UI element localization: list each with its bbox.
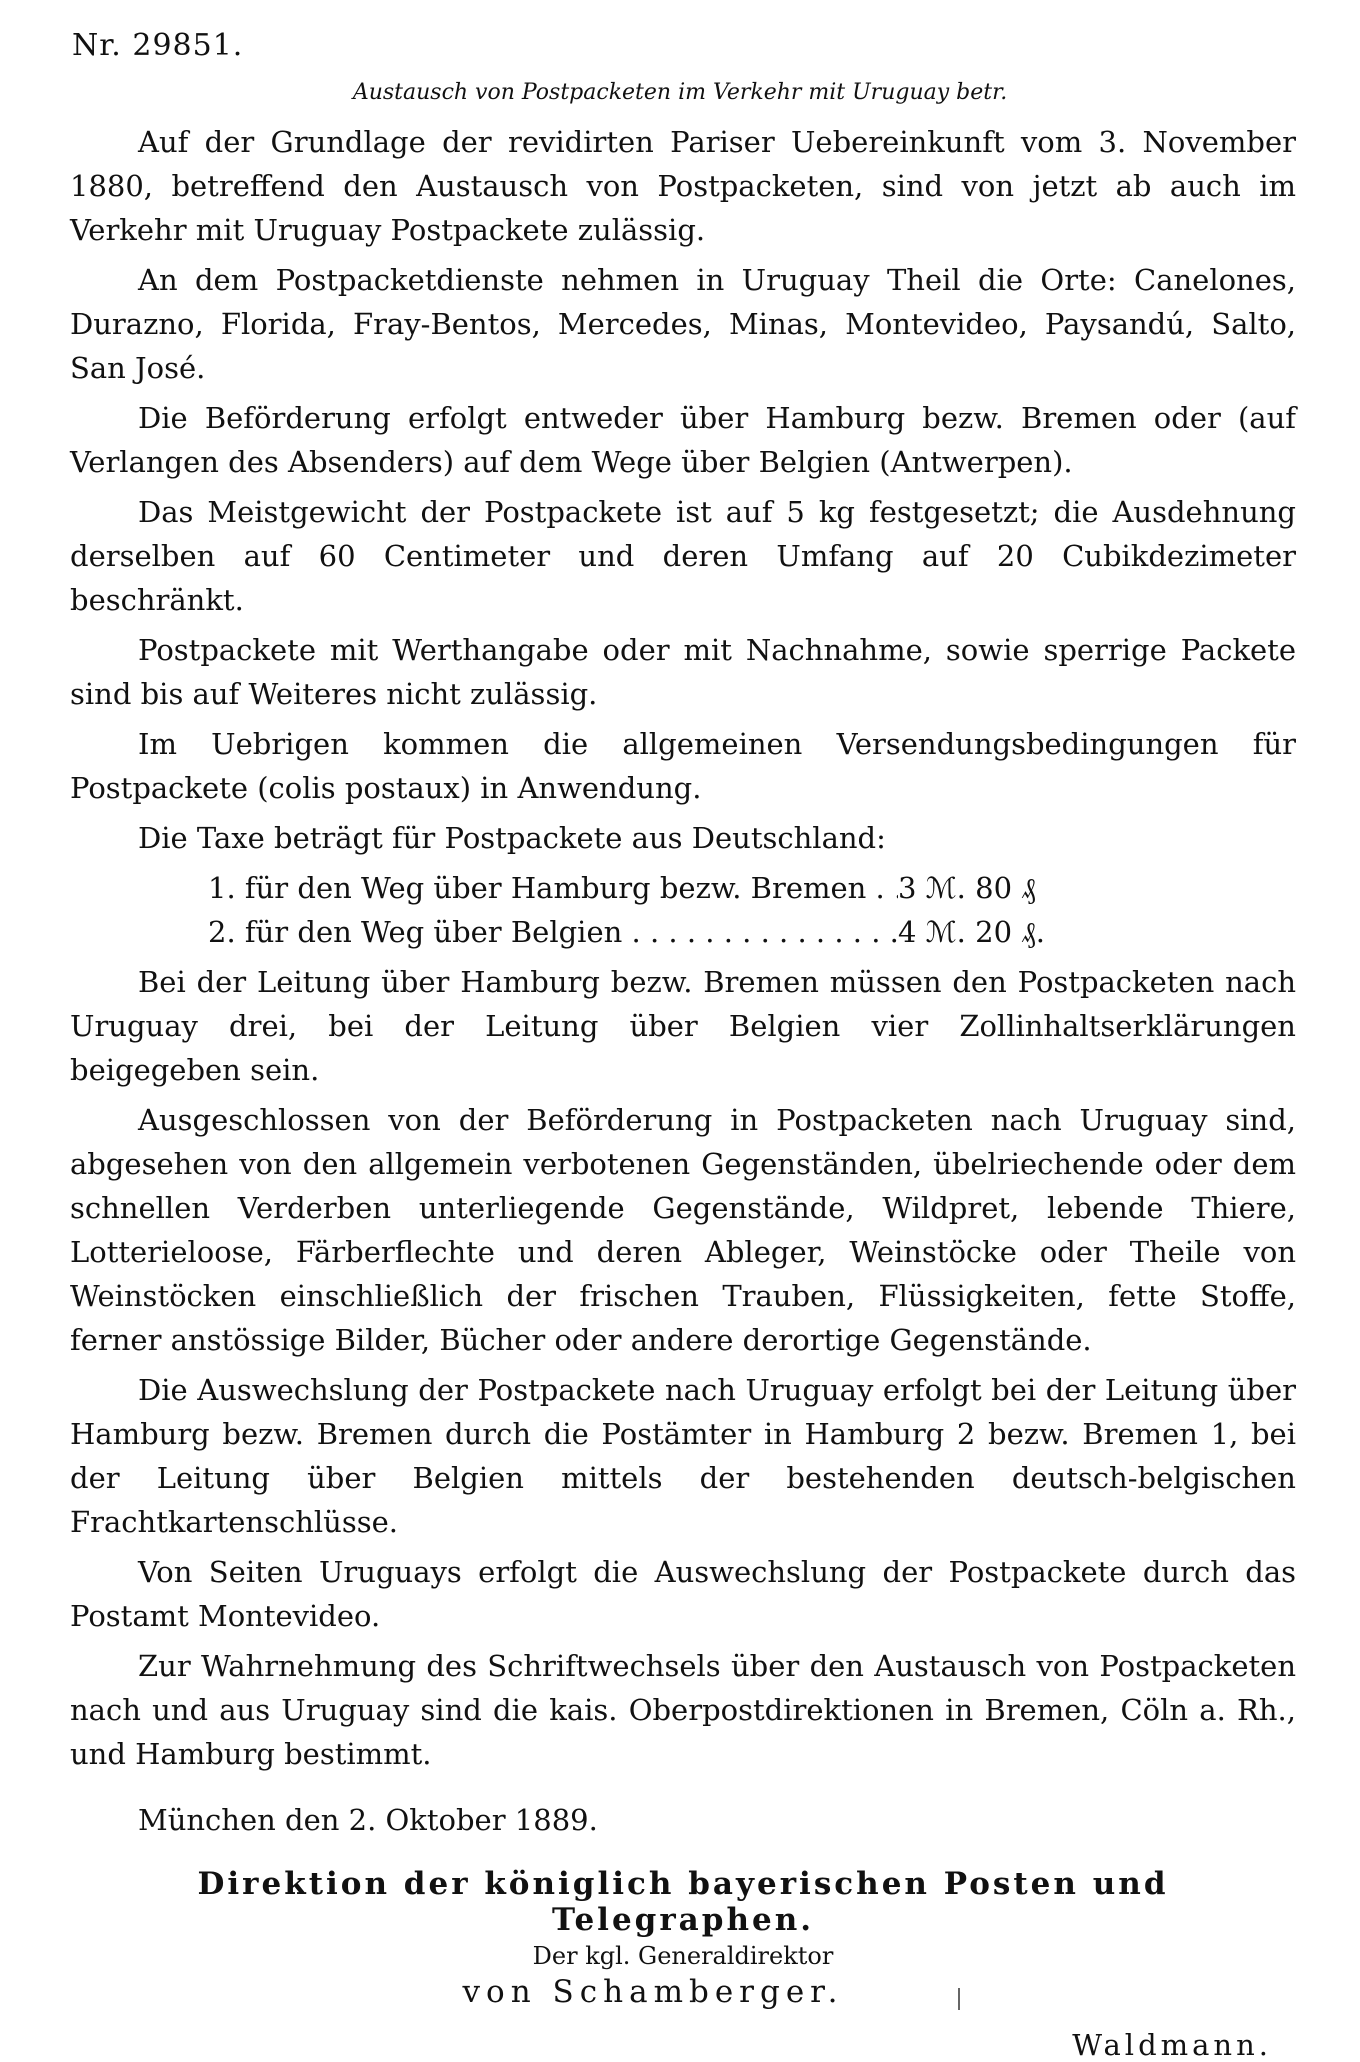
paragraph-participating-places: An dem Postpacketdienste nehmen in Uruguay Theil die Orte: Canelones, Durazno, Florida, Fray-Bentos, Mercedes, Minas, Montevideo, Paysandú, Salto, San José.	[70, 263, 1296, 385]
paragraph-exclusions-value: Postpackete mit Werthangabe oder mit Nachnahme, sowie sperrige Packete sind bis auf Weiteres nicht zulässig.	[70, 633, 1296, 711]
cosigner-name: Waldmann.	[1072, 2028, 1272, 2062]
document-subject: Austausch von Postpacketen im Verkehr mit Uruguay betr.	[352, 80, 1008, 105]
paragraph-legal-basis: Auf der Grundlage der revidirten Pariser Uebereinkunft vom 3. November 1880, betreffend den Austausch von Postpacketen, sind von jetzt ab auch im Verkehr mit Uruguay Postpackete zulässig.	[70, 125, 1296, 247]
paragraph-excluded-items: Ausgeschlossen von der Beförderung in Postpacketen nach Uruguay sind, abgesehen von den allgemein verbotenen Gegenständen, übelriechende oder dem schnellen Verderben unterliegende Gegenstände, Wildpret, lebende Thiere, Lotterieloose, Färberflechte und deren Ableger, Weinstöcke oder Theile von Weinstöcken einschließlich der frischen Trauben, Flüssigkeiten, fette Stoffe, ferner anstössige Bilder, Bücher oder andere derortige Gegenstände.	[70, 1103, 1296, 1357]
issuing-directorate: Direktion der königlich bayerischen Posten und Telegraphen.	[197, 1866, 1169, 1938]
paragraph-general-conditions: Im Uebrigen kommen die allgemeinen Versendungsbedingungen für Postpackete (colis postaux) in Anwendung.	[70, 727, 1296, 805]
tax-list	[70, 866, 1296, 954]
tax-item-amount: 3 ℳ. 80 ₰	[898, 871, 1036, 905]
paragraph-tax-intro: Die Taxe beträgt für Postpackete aus Deutschland:	[138, 821, 886, 855]
tax-item-label: 2. für den Weg über Belgien . . .	[208, 910, 898, 954]
paragraph-correspondence: Zur Wahrnehmung des Schriftwechsels über den Austausch von Postpacketen nach und aus Uruguay sind die kais. Oberpostdirektionen in Bremen, Cöln a. Rh., und Hamburg bestimmt.	[70, 1649, 1296, 1771]
tax-item-label: 1. für den Weg über Hamburg bezw. Bremen . . .	[208, 866, 898, 910]
signer-name: von Schamberger.	[462, 1974, 844, 2010]
place-and-date: München den 2. Oktober 1889.	[138, 1803, 598, 1837]
signer-role: Der kgl. Generaldirektor	[532, 1942, 834, 1970]
tax-item	[70, 866, 1296, 910]
document-number: Nr. 29851.	[72, 28, 244, 63]
tax-item-amount: 4 ℳ. 20 ₰.	[898, 915, 1045, 949]
paragraph-exchange-germany: Die Auswechslung der Postpackete nach Uruguay erfolgt bei der Leitung über Hamburg bezw. Bremen durch die Postämter in Hamburg 2 bezw. Bremen 1, bei der Leitung über Belgien mittels der bestehenden deutsch-belgischen Frachtkartenschlüsse.	[70, 1373, 1296, 1539]
page-mark-divider	[958, 1988, 960, 2010]
paragraph-routing: Die Beförderung erfolgt entweder über Hamburg bezw. Bremen oder (auf Verlangen des Absenders) auf dem Wege über Belgien (Antwerpen).	[70, 401, 1296, 479]
document-body	[70, 120, 1296, 2062]
paragraph-weight-limits: Das Meistgewicht der Postpackete ist auf 5 kg festgesetzt; die Ausdehnung derselben auf 60 Centimeter und deren Umfang auf 20 Cubikdezimeter beschränkt.	[70, 495, 1296, 617]
paragraph-exchange-uruguay: Von Seiten Uruguays erfolgt die Auswechslung der Postpackete durch das Postamt Montevideo.	[70, 1555, 1296, 1633]
paragraph-customs-declarations: Bei der Leitung über Hamburg bezw. Bremen müssen den Postpacketen nach Uruguay drei, bei der Leitung über Belgien vier Zollinhaltserklärungen beigegeben sein.	[70, 965, 1296, 1087]
tax-item	[70, 910, 1296, 954]
